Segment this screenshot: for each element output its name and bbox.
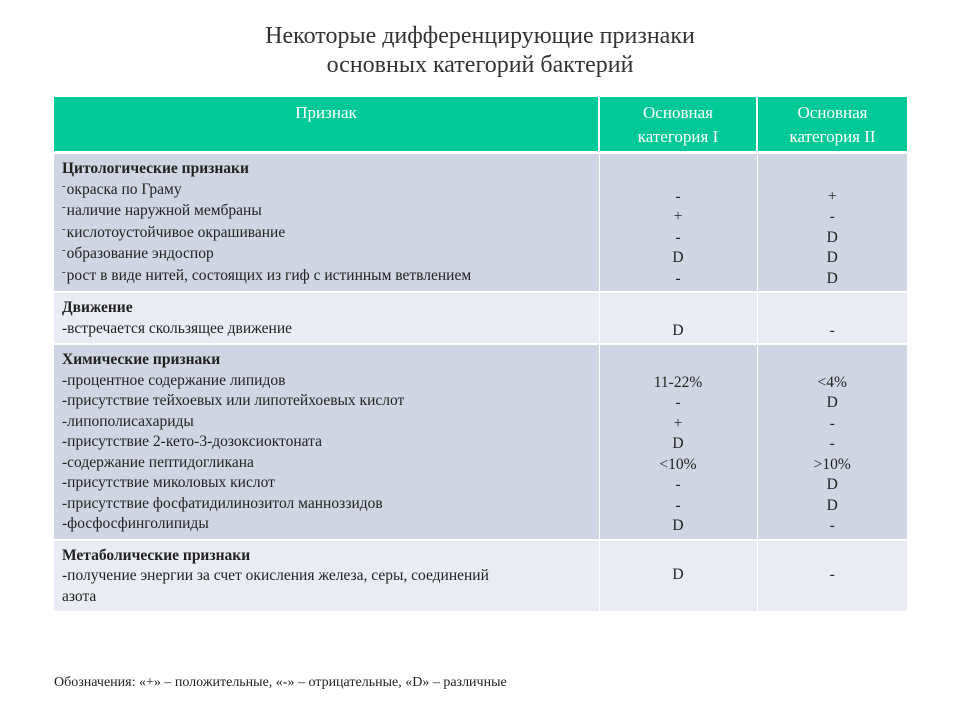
feature-item: -присутствие миколовых кислот — [62, 474, 275, 491]
title-line-1: Некоторые дифференцирующие признаки — [265, 23, 695, 49]
feature-cell — [54, 153, 599, 293]
legend-note: Обозначения: «+» – положительные, «-» – отрицательные, «D» – различные — [54, 675, 507, 690]
group-title: Химические признаки — [62, 351, 221, 368]
category-1-values: 11-22% - + D <10% - - D — [599, 344, 757, 540]
table-row-metabolic — [54, 540, 907, 613]
feature-item: -присутствие 2-кето-3-дозоксиоктоната — [62, 433, 322, 450]
category-1-values: D — [599, 540, 757, 613]
category-2-values: - — [757, 540, 907, 613]
page-title — [0, 22, 960, 80]
table-row-cytological — [54, 153, 907, 293]
feature-item: -встречается скользящее движение — [62, 319, 293, 337]
feature-item: наличие наружной мембраны — [66, 202, 262, 219]
bullet-mark: - — [62, 179, 66, 192]
category-1-values: D — [599, 292, 757, 344]
feature-item: -присутствие фосфатидилинозитол манноззидов — [62, 494, 383, 512]
bacteria-features-table — [54, 97, 907, 613]
header-category-2: Основная категория II — [757, 97, 907, 153]
category-2-values: - — [757, 292, 907, 344]
group-title: Метаболические признаки — [62, 546, 251, 564]
group-title: Движение — [62, 299, 133, 316]
title-line-2: основных категорий бактерий — [326, 52, 634, 78]
feature-cell — [54, 292, 599, 344]
table-row-chemical — [54, 344, 907, 540]
feature-item: окраска по Граму — [66, 180, 182, 198]
feature-item: рост в виде нитей, состоящих из гиф с истинным ветвлением — [66, 266, 472, 284]
category-2-values: + - D D D — [757, 153, 907, 293]
category-2-values: <4% D - - >10% D D - — [757, 344, 907, 540]
feature-item: -получение энергии за счет окисления железа, серы, соединений — [62, 567, 489, 584]
bullet-mark: - — [62, 201, 66, 213]
header-feature: Признак — [54, 97, 599, 153]
bullet-mark: - — [62, 244, 66, 256]
feature-item: -присутствие тейхоевых или липотейхоевых кислот — [62, 392, 405, 409]
group-title: Цитологические признаки — [62, 160, 249, 177]
bullet-mark: - — [62, 222, 66, 235]
feature-item: азота — [62, 587, 97, 605]
feature-item: -фосфосфинголипиды — [62, 515, 209, 532]
header-category-1: Основная категория I — [599, 97, 757, 153]
feature-item: образование эндоспор — [66, 245, 214, 262]
feature-item: -процентное содержание липидов — [62, 371, 286, 389]
table-row-movement — [54, 292, 907, 344]
feature-item: -содержание пептидогликана — [62, 453, 254, 471]
bullet-mark: - — [62, 265, 66, 278]
feature-item: кислотоустойчивое окрашивание — [66, 223, 286, 241]
table-header-row — [54, 97, 907, 153]
category-1-values: - + - D - — [599, 153, 757, 293]
feature-item: -липополисахариды — [62, 412, 194, 430]
feature-cell — [54, 344, 599, 540]
feature-cell — [54, 540, 599, 613]
